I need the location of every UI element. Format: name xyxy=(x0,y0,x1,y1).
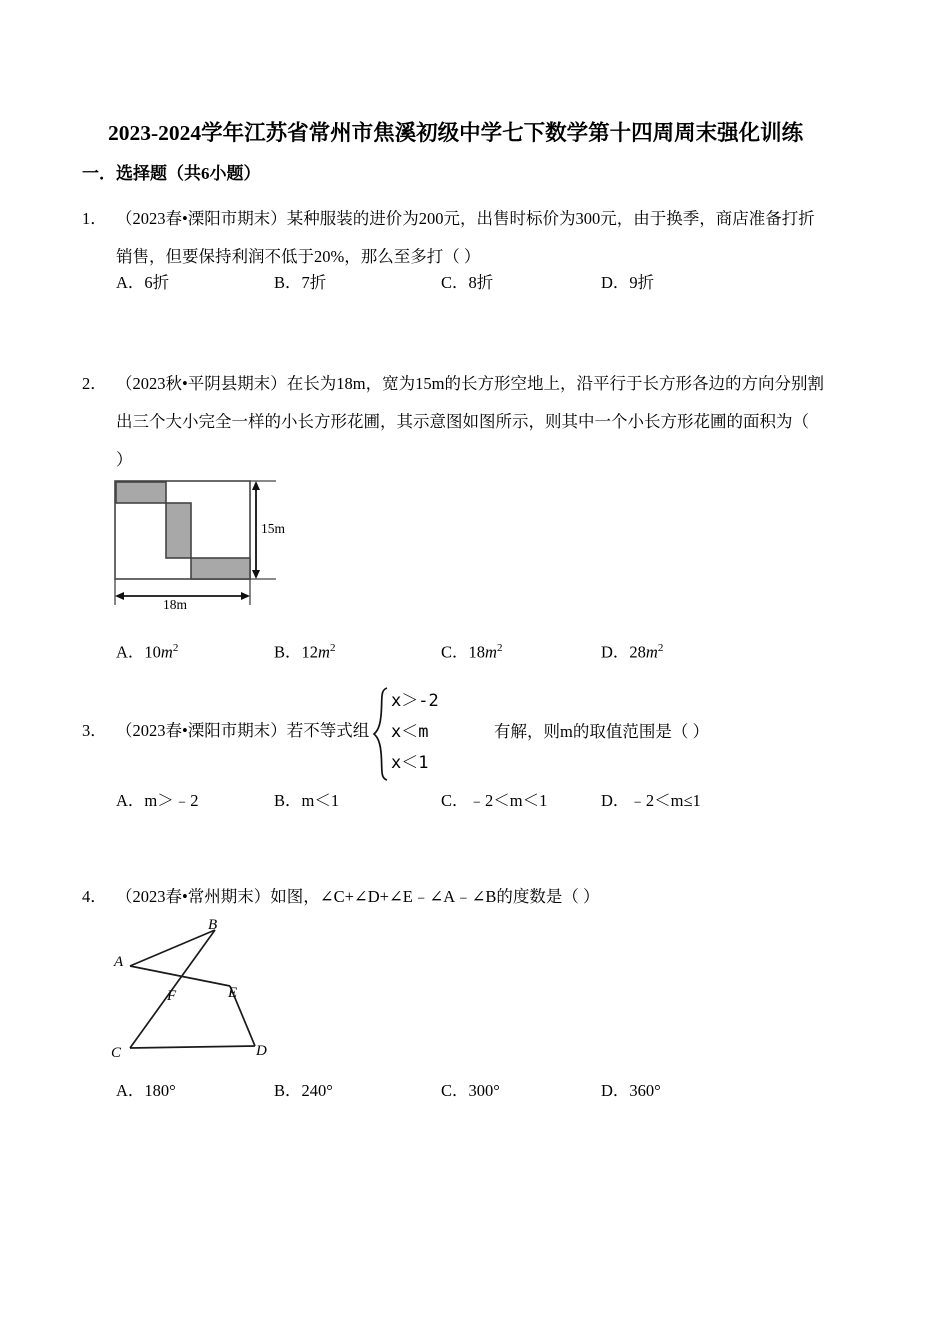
question-2-option-c[interactable] xyxy=(441,633,502,668)
vertex-label-c: C xyxy=(111,1045,122,1061)
option-c-unit: m xyxy=(485,642,497,662)
rectangle-plot-svg xyxy=(100,468,320,618)
question-3-option-c[interactable]: C．﹣2＜m＜1 xyxy=(441,791,548,810)
question-2-option-d[interactable] xyxy=(601,633,663,668)
question-4-option-a[interactable]: A．180° xyxy=(116,1081,176,1100)
question-4-option-b[interactable]: B．240° xyxy=(274,1081,333,1100)
option-c-exponent: 2 xyxy=(496,642,503,654)
question-3-option-a[interactable]: A．m＞﹣2 xyxy=(116,791,199,810)
question-3-text-line-1: （2023春•溧阳市期末）若不等式组 xyxy=(116,721,370,740)
inequality-lines xyxy=(391,686,439,779)
dim-arrow-down xyxy=(252,570,260,579)
inequality-line-3: x＜1 xyxy=(391,753,429,773)
vertex-label-d: D xyxy=(256,1043,267,1059)
question-4-text-line-1: （2023春•常州期末）如图，∠C+∠D+∠E﹣∠A﹣∠B的度数是（ ） xyxy=(116,887,600,906)
section-header-choice: 一．选择题（共6小题） xyxy=(82,164,261,183)
curly-brace-icon xyxy=(371,686,393,782)
vertex-label-b: B xyxy=(208,917,218,933)
question-1-text-line-1: （2023春•溧阳市期末）某种服装的进价为200元，出售时标价为300元，由于换季，商店准备打折 xyxy=(116,209,815,228)
question-1-text-line-2: 销售，但要保持利润不低于20%，那么至多打（ ） xyxy=(116,247,481,266)
height-dimension-label: 15m xyxy=(261,521,286,536)
question-3-option-b[interactable]: B．m＜1 xyxy=(274,791,340,810)
option-a-unit: m xyxy=(160,642,173,662)
option-a-value: A．10 xyxy=(116,642,161,662)
question-3-option-d[interactable]: D．﹣2＜m≤1 xyxy=(601,791,701,810)
option-b-exponent: 2 xyxy=(329,642,336,654)
question-1-option-b[interactable]: B．7折 xyxy=(274,273,327,292)
dim-arrow-up xyxy=(252,481,260,490)
angle-sum-geometry-svg xyxy=(98,912,298,1067)
gray-plot-top xyxy=(116,482,166,503)
question-2-text-line-2: 出三个大小完全一样的小长方形花圃，其示意图如图所示，则其中一个小长方形花圃的面积为（ xyxy=(116,412,809,431)
vertex-label-a: A xyxy=(114,954,124,970)
segment-cd xyxy=(130,1046,255,1048)
question-4-number: 4． xyxy=(82,887,107,906)
question-2-option-a[interactable] xyxy=(116,633,178,668)
dim-arrow-left xyxy=(115,592,124,600)
question-2-text-line-3: ） xyxy=(116,450,133,469)
page-title: 2023-2024学年江苏省常州市焦溪初级中学七下数学第十四周周末强化训练 xyxy=(108,121,804,145)
question-4-option-c[interactable]: C．300° xyxy=(441,1081,500,1100)
option-d-unit: m xyxy=(645,642,658,662)
question-2-figure xyxy=(100,468,320,618)
question-3-number: 3． xyxy=(82,721,107,740)
option-b-value: B．12 xyxy=(274,642,319,662)
question-1-option-c[interactable]: C．8折 xyxy=(441,273,494,292)
vertex-label-e: E xyxy=(228,985,238,1001)
gray-plot-bottom xyxy=(191,558,250,579)
option-d-value: D．28 xyxy=(601,642,646,662)
dim-arrow-right xyxy=(241,592,250,600)
gray-plot-middle xyxy=(166,503,191,558)
option-b-unit: m xyxy=(318,642,330,662)
question-2 xyxy=(82,365,882,479)
question-3-text-tail: 有解，则m的取值范围是（ ） xyxy=(494,722,709,741)
question-1-option-a[interactable]: A．6折 xyxy=(116,273,170,292)
vertex-label-f: F xyxy=(167,988,177,1004)
question-1 xyxy=(82,200,882,276)
question-2-number: 2． xyxy=(82,374,107,393)
inequality-line-1: x＞-2 xyxy=(391,691,439,711)
question-4-option-d[interactable]: D．360° xyxy=(601,1081,661,1100)
inequality-line-2: x＜m xyxy=(391,722,429,742)
question-2-option-b[interactable] xyxy=(274,633,335,668)
question-4 xyxy=(82,878,882,916)
question-1-number: 1． xyxy=(82,209,107,228)
width-dimension-label: 18m xyxy=(163,597,188,612)
option-a-exponent: 2 xyxy=(172,642,179,654)
question-2-text-line-1: （2023秋•平阴县期末）在长为18m，宽为15m的长方形空地上，沿平行于长方形各边的方向分别割 xyxy=(116,374,824,393)
option-d-exponent: 2 xyxy=(657,642,664,654)
question-3-inequality-system xyxy=(371,686,491,782)
question-4-figure xyxy=(98,912,298,1067)
question-1-option-d[interactable]: D．9折 xyxy=(601,273,655,292)
segment-ae xyxy=(130,966,230,986)
option-c-value: C．18 xyxy=(441,642,486,662)
